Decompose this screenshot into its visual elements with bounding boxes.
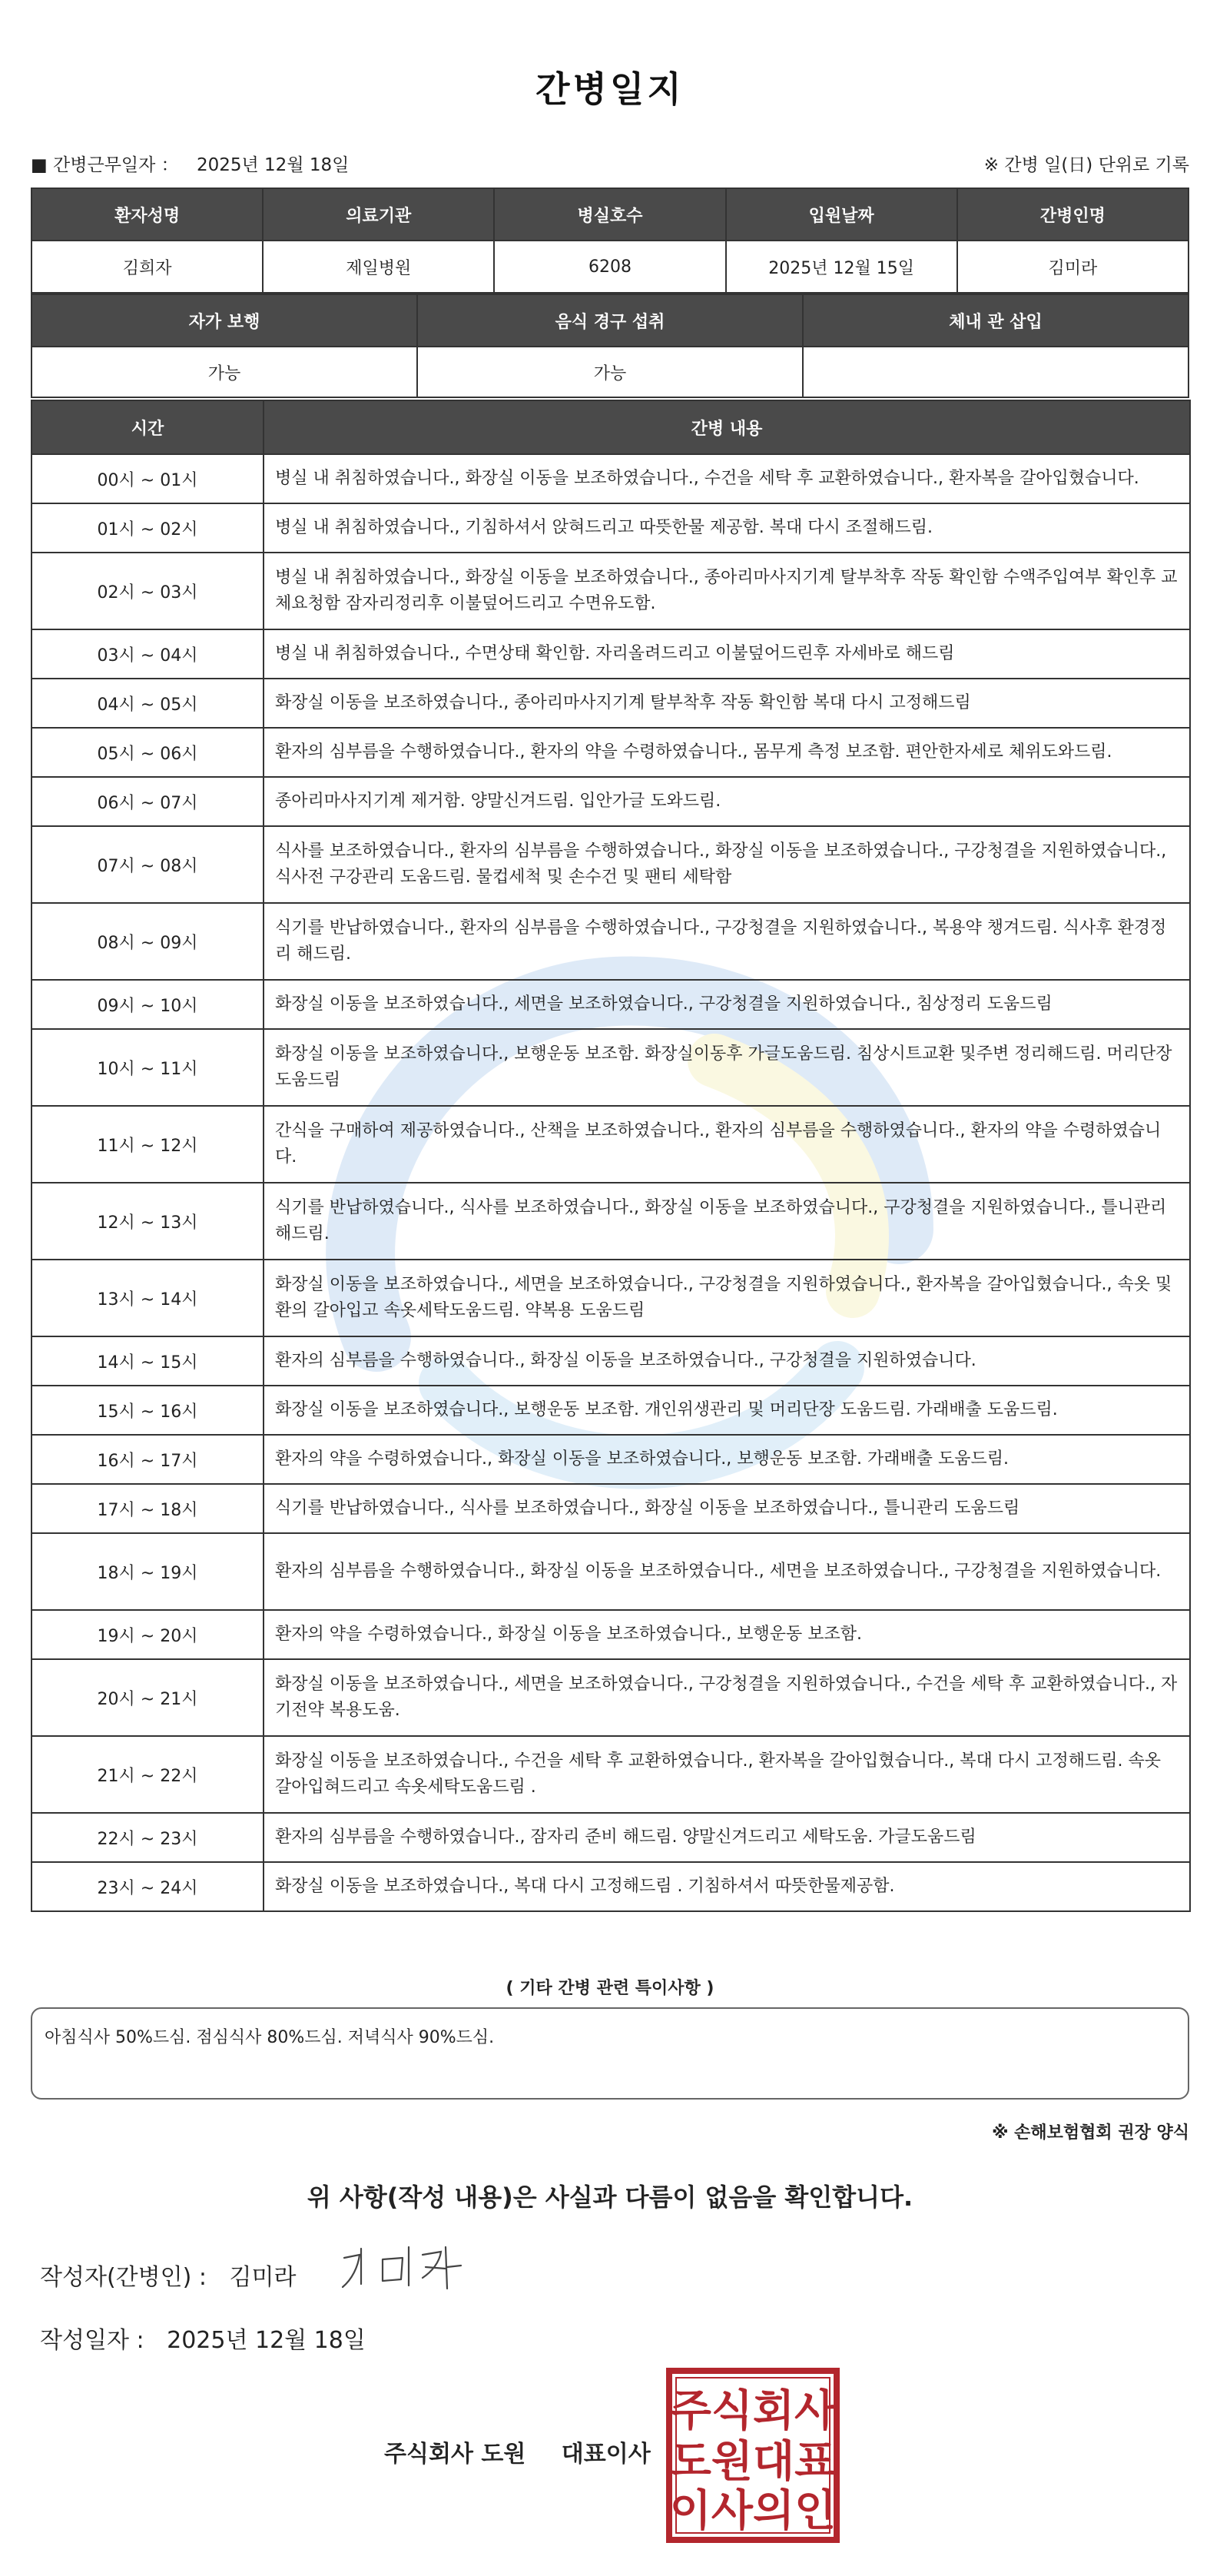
table-row [31, 1336, 1190, 1386]
row-time: 12시 ~ 13시 [31, 1183, 264, 1260]
oral-intake-value: 가능 [417, 347, 803, 397]
row-content: 식기를 반납하였습니다., 식사를 보조하였습니다., 화장실 이동을 보조하였습니다., 구강청결을 지원하였습니다., 틀니관리 해드림. [264, 1183, 1190, 1260]
row-time: 09시 ~ 10시 [31, 980, 264, 1029]
caregiver-name: 김미라 [957, 241, 1189, 293]
table-row [31, 826, 1190, 903]
row-content: 병실 내 취침하였습니다., 수면상태 확인함. 자리올려드리고 이불덮어드린후 자세바로 해드림 [264, 629, 1190, 679]
row-content: 환자의 심부름을 수행하였습니다., 화장실 이동을 보조하였습니다., 세면을 보조하였습니다., 구강청결을 지원하였습니다. [264, 1533, 1190, 1610]
room-number: 6208 [494, 241, 725, 293]
table-row [31, 553, 1190, 629]
header-hospital: 의료기관 [263, 188, 494, 241]
row-content: 병실 내 취침하였습니다., 화장실 이동을 보조하였습니다., 수건을 세탁 후 교환하였습니다., 환자복을 갈아입혔습니다. [264, 454, 1190, 503]
company-name: 주식회사 도원 [384, 2441, 526, 2468]
table-row [31, 1183, 1190, 1260]
patient-info-header-row [31, 188, 1189, 241]
row-content: 병실 내 취침하였습니다., 기침하셔서 앉혀드리고 따뜻한물 제공함. 복대 다시 조절해드림. [264, 503, 1190, 553]
care-log-header-row [31, 400, 1190, 454]
page-title: 간병일지 [535, 68, 685, 110]
table-row [31, 1435, 1190, 1484]
header-tube-insertion: 체내 관 삽입 [803, 294, 1189, 347]
row-content: 화장실 이동을 보조하였습니다., 세면을 보조하였습니다., 구강청결을 지원하였습니다., 침상정리 도움드림 [264, 980, 1190, 1029]
table-row [31, 1029, 1190, 1106]
row-content: 환자의 약을 수령하였습니다., 화장실 이동을 보조하였습니다., 보행운동 보조함. [264, 1610, 1190, 1659]
table-row [31, 1533, 1190, 1610]
row-content: 식기를 반납하였습니다., 식사를 보조하였습니다., 화장실 이동을 보조하였습니다., 틀니관리 도움드림 [264, 1484, 1190, 1533]
row-time: 19시 ~ 20시 [31, 1610, 264, 1659]
row-time: 22시 ~ 23시 [31, 1813, 264, 1862]
row-time: 21시 ~ 22시 [31, 1736, 264, 1813]
writer-label: 작성자(간병인) : [40, 2264, 207, 2291]
header-self-walking: 자가 보행 [31, 294, 417, 347]
row-content: 화장실 이동을 보조하였습니다., 종아리마사지기계 탈부착후 작동 확인함 복대 다시 고정해드림 [264, 679, 1190, 728]
remarks-title: ( 기타 간병 관련 특이사항 ) [506, 1979, 714, 1998]
table-row [31, 679, 1190, 728]
table-row [31, 629, 1190, 679]
row-content: 환자의 심부름을 수행하였습니다., 환자의 약을 수령하였습니다., 몸무게 측정 보조함. 편안한자세로 체위도와드림. [264, 728, 1190, 777]
header-admission-date: 입원날짜 [726, 188, 957, 241]
writer-row [40, 2258, 296, 2292]
row-content: 화장실 이동을 보조하였습니다., 보행운동 보조함. 화장실이동후 가글도움드림. 침상시트교환 및주변 정리해드림. 머리단장 도움드림 [264, 1029, 1190, 1106]
patient-name: 김희자 [31, 241, 263, 293]
row-time: 06시 ~ 07시 [31, 777, 264, 826]
table-row [31, 1386, 1190, 1435]
care-log-body [31, 454, 1190, 1911]
header-care-content: 간병 내용 [264, 400, 1190, 454]
row-content: 화장실 이동을 보조하였습니다., 세면을 보조하였습니다., 구강청결을 지원하였습니다., 환자복을 갈아입혔습니다., 속옷 및 환의 갈아입고 속옷세탁도움드림. 약복용 도움드림 [264, 1260, 1190, 1336]
row-time: 13시 ~ 14시 [31, 1260, 264, 1336]
header-patient-name: 환자성명 [31, 188, 263, 241]
care-log-table [31, 400, 1191, 1912]
row-time: 10시 ~ 11시 [31, 1029, 264, 1106]
table-row [31, 1260, 1190, 1336]
table-row [31, 1813, 1190, 1862]
company-title: 대표이사 [561, 2441, 651, 2468]
patient-info-value-row [31, 241, 1189, 293]
date-row [40, 2321, 366, 2355]
row-content: 종아리마사지기계 제거함. 양말신겨드림. 입안가글 도와드림. [264, 777, 1190, 826]
hospital-name: 제일병원 [263, 241, 494, 293]
row-content: 화장실 이동을 보조하였습니다., 보행운동 보조함. 개인위생관리 및 머리단장 도움드림. 가래배출 도움드림. [264, 1386, 1190, 1435]
row-time: 00시 ~ 01시 [31, 454, 264, 503]
row-content: 식사를 보조하였습니다., 환자의 심부름을 수행하였습니다., 화장실 이동을 보조하였습니다., 구강청결을 지원하였습니다., 식사전 구강관리 도움드림. 물컵세척 및 손수건 및 팬티 세탁함 [264, 826, 1190, 903]
admission-date: 2025년 12월 15일 [726, 241, 957, 293]
row-content: 환자의 심부름을 수행하였습니다., 잠자리 준비 해드림. 양말신겨드리고 세탁도움. 가글도움드림 [264, 1813, 1190, 1862]
date-label: 작성일자 : [40, 2327, 144, 2354]
row-time: 02시 ~ 03시 [31, 553, 264, 629]
confirmation-statement: 위 사항(작성 내용)은 사실과 다름이 없음을 확인합니다. [307, 2183, 913, 2212]
header-room-number: 병실호수 [494, 188, 725, 241]
row-time: 04시 ~ 05시 [31, 679, 264, 728]
header-time: 시간 [31, 400, 264, 454]
row-content: 식기를 반납하였습니다., 환자의 심부름을 수행하였습니다., 구강청결을 지원하였습니다., 복용약 챙겨드림. 식사후 환경정리 해드림. [264, 903, 1190, 980]
unit-note: ※ 간병 일(日) 단위로 기록 [983, 155, 1189, 175]
patient-info-table [31, 188, 1189, 294]
svg-text:이사의인: 이사의인 [669, 2486, 837, 2536]
insurance-note: ※ 손해보험협회 권장 양식 [992, 2123, 1189, 2143]
table-row [31, 1610, 1190, 1659]
company-seal [665, 2367, 840, 2544]
patient-ability-table [31, 294, 1189, 398]
write-date: 2025년 12월 18일 [167, 2327, 366, 2354]
row-time: 05시 ~ 06시 [31, 728, 264, 777]
row-time: 11시 ~ 12시 [31, 1106, 264, 1183]
row-time: 15시 ~ 16시 [31, 1386, 264, 1435]
table-row [31, 1484, 1190, 1533]
row-time: 03시 ~ 04시 [31, 629, 264, 679]
header-oral-intake: 음식 경구 섭취 [417, 294, 803, 347]
row-content: 환자의 심부름을 수행하였습니다., 화장실 이동을 보조하였습니다., 구강청결을 지원하였습니다. [264, 1336, 1190, 1386]
table-row [31, 1736, 1190, 1813]
self-walking-value: 가능 [31, 347, 417, 397]
table-row [31, 503, 1190, 553]
work-date [31, 151, 349, 176]
row-time: 08시 ~ 09시 [31, 903, 264, 980]
row-content: 병실 내 취침하였습니다., 화장실 이동을 보조하였습니다., 종아리마사지기계 탈부착후 작동 확인함 수액주입여부 확인후 교체요청함 잠자리정리후 이불덮어드리고 수면유도함. [264, 553, 1190, 629]
work-date-value: 2025년 12월 18일 [196, 155, 350, 175]
table-row [31, 1659, 1190, 1736]
row-content: 환자의 약을 수령하였습니다., 화장실 이동을 보조하였습니다., 보행운동 보조함. 가래배출 도움드림. [264, 1435, 1190, 1484]
table-row [31, 728, 1190, 777]
row-content: 간식을 구매하여 제공하였습니다., 산책을 보조하였습니다., 환자의 심부름을 수행하였습니다., 환자의 약을 수령하였습니다. [264, 1106, 1190, 1183]
row-time: 14시 ~ 15시 [31, 1336, 264, 1386]
row-content: 화장실 이동을 보조하였습니다., 수건을 세탁 후 교환하였습니다., 환자복을 갈아입혔습니다., 복대 다시 고정해드림. 속옷 갈아입혀드리고 속옷세탁도움드림 . [264, 1736, 1190, 1813]
row-content: 화장실 이동을 보조하였습니다., 복대 다시 고정해드림 . 기침하셔서 따뜻한물제공함. [264, 1862, 1190, 1911]
row-content: 화장실 이동을 보조하였습니다., 세면을 보조하였습니다., 구강청결을 지원하였습니다., 수건을 세탁 후 교환하였습니다., 자기전약 복용도움. [264, 1659, 1190, 1736]
row-time: 16시 ~ 17시 [31, 1435, 264, 1484]
row-time: 17시 ~ 18시 [31, 1484, 264, 1533]
row-time: 07시 ~ 08시 [31, 826, 264, 903]
tube-insertion-value [803, 347, 1189, 397]
table-row [31, 454, 1190, 503]
row-time: 01시 ~ 02시 [31, 503, 264, 553]
work-date-label: ■ 간병근무일자 ： [31, 155, 179, 175]
writer-name: 김미라 [229, 2264, 297, 2291]
meta-row [31, 151, 1189, 177]
row-time: 18시 ~ 19시 [31, 1533, 264, 1610]
header-caregiver-name: 간병인명 [957, 188, 1189, 241]
table-row [31, 980, 1190, 1029]
ability-value-row [31, 347, 1189, 397]
row-time: 23시 ~ 24시 [31, 1862, 264, 1911]
table-row [31, 1106, 1190, 1183]
company-line [384, 2435, 678, 2468]
table-row [31, 903, 1190, 980]
handwritten-signature [338, 2241, 469, 2295]
table-row [31, 777, 1190, 826]
table-row [31, 1862, 1190, 1911]
svg-text:주식회사: 주식회사 [669, 2386, 837, 2436]
svg-text:도원대표: 도원대표 [669, 2437, 837, 2487]
remarks-box: 아침식사 50%드심. 점심식사 80%드심. 저녁식사 90%드심. [31, 2007, 1189, 2100]
row-time: 20시 ~ 21시 [31, 1659, 264, 1736]
ability-header-row [31, 294, 1189, 347]
